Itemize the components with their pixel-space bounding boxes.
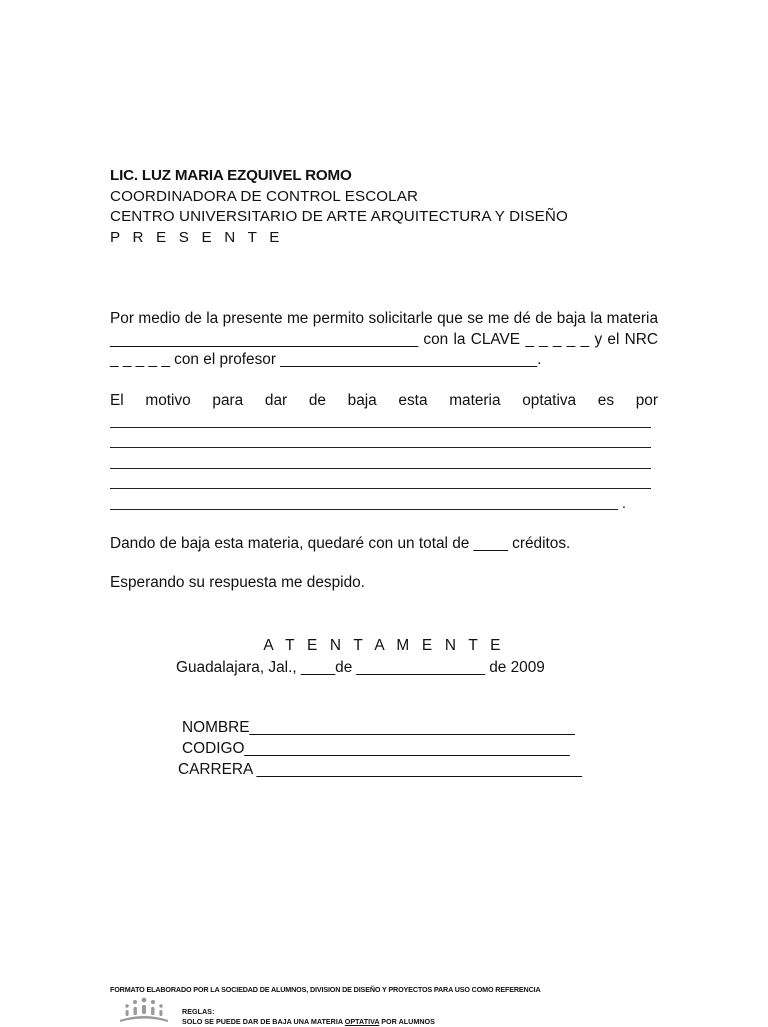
student-fields [178,717,582,780]
request-text-4: con el profesor [169,351,281,368]
motivo-blank-line-last [110,493,626,514]
motivo-blank-line [110,411,651,432]
addressee-institution: CENTRO UNIVERSITARIO DE ARTE ARQUITECTURA Y DISEÑO [110,208,568,225]
motivo-blank-line [110,452,651,473]
codigo-field: CODIGO______________________________________ [182,740,570,757]
request-paragraph [110,309,658,371]
materia-blank: ____________________________________ [110,330,419,348]
atentamente-heading: A T E N T A M E N T E [263,637,505,654]
creditos-line: Dando de baja esta materia, quedaré con un total de ____ créditos. [110,534,571,552]
letter-body [110,309,658,593]
nrc-blank: _ _ _ _ _ [110,351,170,368]
student-society-logo-icon [118,997,170,1024]
rule-emphasis: OPTATIVA [344,1017,380,1026]
nombre-field: NOMBRE______________________________________ [182,719,575,736]
motivo-end-period: . [621,494,626,512]
profesor-blank: ______________________________ [280,351,538,368]
farewell-line: Esperando su respuesta me despido. [110,573,365,591]
addressee-title: COORDINADORA DE CONTROL ESCOLAR [110,187,419,205]
request-text-1: Por medio de la presente me permito solicitarle que se me dé de baja la materia [110,310,658,327]
request-end-period: . [537,351,542,368]
motivo-line: El motivo para dar de baja esta materia optativa es por [110,391,658,409]
carrera-field: CARRERA ______________________________________ [178,761,582,778]
clave-blank: _ _ _ _ _ [525,330,590,348]
rules-block [182,1007,435,1027]
request-text-3: y el NRC [589,330,658,348]
date-line: Guadalajara, Jal., ____de _______________ de 2009 [176,659,545,676]
rule-text [182,1017,435,1027]
rule-text-2: POR ALUMNOS [379,1017,435,1026]
rule-text-1: SOLO SE PUEDE DAR DE BAJA UNA MATERIA [182,1017,345,1026]
motivo-blank-line [110,432,651,453]
footer-note: FORMATO ELABORADO POR LA SOCIEDAD DE ALUMNOS, DIVISION DE DISEÑO Y PROYECTOS PARA USO COMO REFERENCIA [110,985,541,994]
addressee-name: LIC. LUZ MARIA EZQUIVEL ROMO [110,167,352,184]
rules-label: REGLAS: [182,1007,215,1016]
addressee-block [110,166,670,248]
request-text-2: con la CLAVE [418,330,526,348]
presente-line: P R E S E N T E [110,228,284,246]
motivo-blank-line [110,473,651,494]
